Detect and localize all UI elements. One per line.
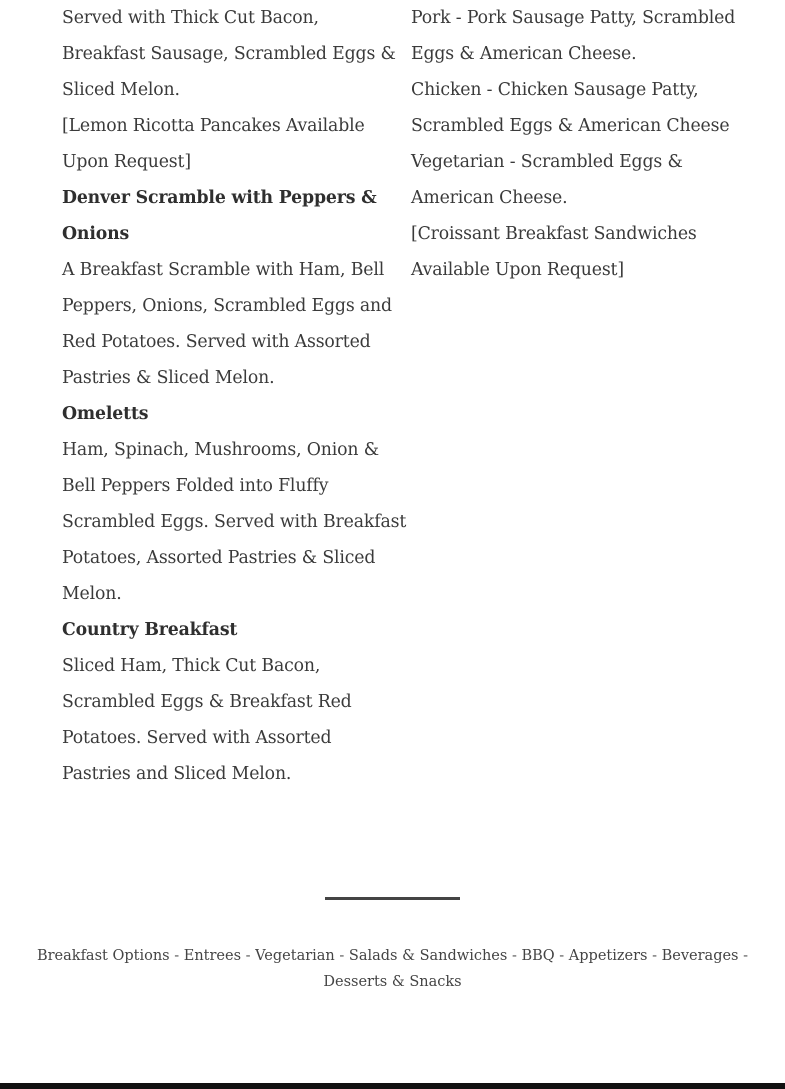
menu-item-description: Red Potatoes. Served with Assorted <box>62 332 371 352</box>
menu-item-description: Potatoes, Assorted Pastries & Sliced <box>62 548 376 568</box>
menu-item-description: [Lemon Ricotta Pancakes Available <box>62 116 365 136</box>
menu-item-heading: Onions <box>62 224 130 244</box>
footer-link-bbq[interactable]: BBQ <box>521 948 555 964</box>
menu-item-description: Ham, Spinach, Mushrooms, Onion & <box>62 440 379 460</box>
menu-item-description: Scrambled Eggs & American Cheese <box>411 116 730 136</box>
menu-item-description: Upon Request] <box>62 152 191 172</box>
footer-nav-separator: - <box>738 948 749 964</box>
menu-item-description: Scrambled Eggs & Breakfast Red <box>62 692 352 712</box>
menu-item-description: Scrambled Eggs. Served with Breakfast <box>62 512 407 532</box>
menu-item-description: [Croissant Breakfast Sandwiches <box>411 224 697 244</box>
footer-link-beverages[interactable]: Beverages <box>661 948 739 964</box>
menu-item-description: Potatoes. Served with Assorted <box>62 728 332 748</box>
menu-column-left <box>62 0 407 792</box>
menu-item-heading: Denver Scramble with Peppers & <box>62 188 377 208</box>
footer-nav-separator: - <box>647 948 662 964</box>
menu-item-description: Eggs & American Cheese. <box>411 44 637 64</box>
menu-item-description: American Cheese. <box>411 188 568 208</box>
footer-nav-separator: - <box>169 948 184 964</box>
footer-nav-separator: - <box>507 948 522 964</box>
bottom-bar <box>0 1083 785 1089</box>
menu-item-description: Sliced Ham, Thick Cut Bacon, <box>62 656 321 676</box>
footer-divider <box>325 897 460 900</box>
menu-item-description: Vegetarian - Scrambled Eggs & <box>411 152 683 172</box>
menu-column-right <box>411 0 756 288</box>
menu-item-description: Peppers, Onions, Scrambled Eggs and <box>62 296 392 316</box>
menu-item-description: Pastries and Sliced Melon. <box>62 764 292 784</box>
menu-item-description: Pork - Pork Sausage Patty, Scrambled <box>411 8 736 28</box>
menu-item-description: Breakfast Sausage, Scrambled Eggs & <box>62 44 396 64</box>
menu-item-description: Available Upon Request] <box>411 260 624 280</box>
footer-link-salads-and-sandwiches[interactable]: Salads & Sandwiches <box>348 948 508 964</box>
footer-link-desserts-and-snacks[interactable]: Desserts & Snacks <box>323 974 462 990</box>
menu-item-description: Served with Thick Cut Bacon, <box>62 8 319 28</box>
menu-item-description: A Breakfast Scramble with Ham, Bell <box>62 260 385 280</box>
menu-item-description: Melon. <box>62 584 122 604</box>
footer-nav-row <box>0 969 785 995</box>
footer-link-appetizers[interactable]: Appetizers <box>568 948 648 964</box>
footer-nav-separator: - <box>554 948 569 964</box>
footer-nav-separator: - <box>334 948 349 964</box>
footer-link-breakfast-options[interactable]: Breakfast Options <box>36 948 170 964</box>
menu-item-heading: Omeletts <box>62 404 149 424</box>
menu-item-description: Chicken - Chicken Sausage Patty, <box>411 80 699 100</box>
footer-link-entrees[interactable]: Entrees <box>183 948 242 964</box>
footer-nav-row <box>0 943 785 969</box>
footer-nav <box>0 943 785 995</box>
footer-nav-separator: - <box>241 948 256 964</box>
menu-item-heading: Country Breakfast <box>62 620 238 640</box>
menu-item-description: Pastries & Sliced Melon. <box>62 368 275 388</box>
footer-link-vegetarian[interactable]: Vegetarian <box>255 948 335 964</box>
menu-item-description: Bell Peppers Folded into Fluffy <box>62 476 329 496</box>
menu-item-description: Sliced Melon. <box>62 80 180 100</box>
